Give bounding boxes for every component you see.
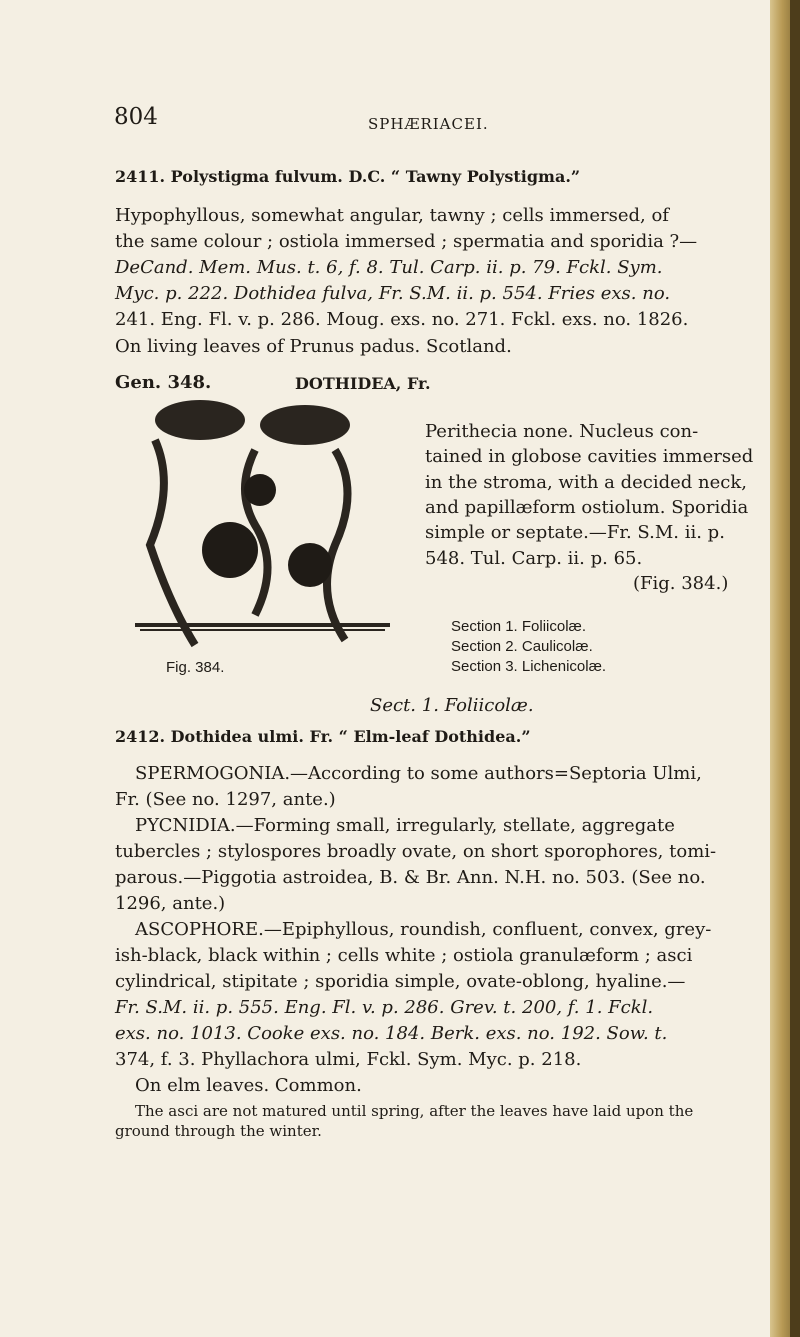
genus-description-line-7: (Fig. 384.) [633, 573, 729, 594]
entry-2411-line-3: DeCand. Mem. Mus. t. 6, f. 8. Tul. Carp. ii. p. 79. Fckl. Sym. [115, 257, 663, 278]
genus-name: DOTHIDEA, Fr. [295, 374, 431, 393]
section-list-2: Section 2. Caulicolæ. [451, 638, 593, 655]
entry-2411-line-6: On living leaves of Prunus padus. Scotland. [115, 336, 512, 357]
entry-2412-line-10: Fr. S.M. ii. p. 555. Eng. Fl. v. p. 286. Grev. t. 200, f. 1. Fckl. [115, 997, 654, 1018]
entry-2412-line-11: exs. no. 1013. Cooke exs. no. 184. Berk. exs. no. 192. Sow. t. [115, 1023, 668, 1044]
entry-2412-line-9: cylindrical, stipitate ; sporidia simple, ovate-oblong, hyaline.— [115, 971, 686, 992]
entry-2412-line-7: ASCOPHORE.—Epiphyllous, roundish, confluent, convex, grey- [135, 919, 712, 940]
genus-description-line-4: and papillæform ostiolum. Sporidia [425, 497, 749, 518]
dothidea-figure [135, 395, 390, 655]
genus-description-line-3: in the stroma, with a decided neck, [425, 472, 747, 493]
section-list-1: Section 1. Foliicolæ. [451, 618, 587, 635]
entry-2412-line-5: parous.—Piggotia astroidea, B. & Br. Ann. N.H. no. 503. (See no. [115, 867, 706, 888]
section-list-3: Section 3. Lichenicolæ. [451, 658, 607, 675]
figure-caption: Fig. 384. [166, 659, 225, 676]
page-number: 804 [114, 104, 158, 130]
entry-2411-heading: 2411. Polystigma fulvum. D.C. “ Tawny Polystigma.” [115, 167, 581, 186]
entry-2412-note-1: The asci are not matured until spring, after the leaves have laid upon the [135, 1102, 694, 1120]
entry-2411-line-4: Myc. p. 222. Dothidea fulva, Fr. S.M. ii. p. 554. Fries exs. no. [115, 283, 671, 304]
genus-description-line-6: 548. Tul. Carp. ii. p. 65. [425, 548, 643, 569]
entry-2412-line-6: 1296, ante.) [115, 893, 226, 914]
entry-2412-line-4: tubercles ; stylospores broadly ovate, on short sporophores, tomi- [115, 841, 717, 862]
entry-2412-line-1: SPERMOGONIA.—According to some authors=Septoria Ulmi, [135, 763, 702, 784]
entry-2411-line-1: Hypophyllous, somewhat angular, tawny ; cells immersed, of [115, 205, 669, 226]
entry-2412-line-12: 374, f. 3. Phyllachora ulmi, Fckl. Sym. Myc. p. 218. [115, 1049, 582, 1070]
entry-2412-line-8: ish-black, black within ; cells white ; ostiola granulæform ; asci [115, 945, 693, 966]
entry-2412-line-2: Fr. (See no. 1297, ante.) [115, 789, 336, 810]
entry-2412-note-2: ground through the winter. [115, 1122, 322, 1140]
genus-description-line-2: tained in globose cavities immersed [425, 446, 754, 467]
genus-description-line-5: simple or septate.—Fr. S.M. ii. p. [425, 522, 725, 543]
entry-2411-line-2: the same colour ; ostiola immersed ; spermatia and sporidia ?— [115, 231, 698, 252]
genus-description-line-1: Perithecia none. Nucleus con- [425, 421, 699, 442]
genus-label: Gen. 348. [115, 372, 212, 393]
entry-2411-line-5: 241. Eng. Fl. v. p. 286. Moug. exs. no. 271. Fckl. exs. no. 1826. [115, 309, 689, 330]
entry-2412-heading: 2412. Dothidea ulmi. Fr. “ Elm-leaf Dothidea.” [115, 727, 531, 746]
running-head: SPHÆRIACEI. [368, 115, 489, 133]
entry-2412-line-13: On elm leaves. Common. [135, 1075, 362, 1096]
book-spine-shadow [790, 0, 800, 1337]
entry-2412-line-3: PYCNIDIA.—Forming small, irregularly, stellate, aggregate [135, 815, 675, 836]
section-heading: Sect. 1. Foliicolæ. [370, 695, 534, 716]
